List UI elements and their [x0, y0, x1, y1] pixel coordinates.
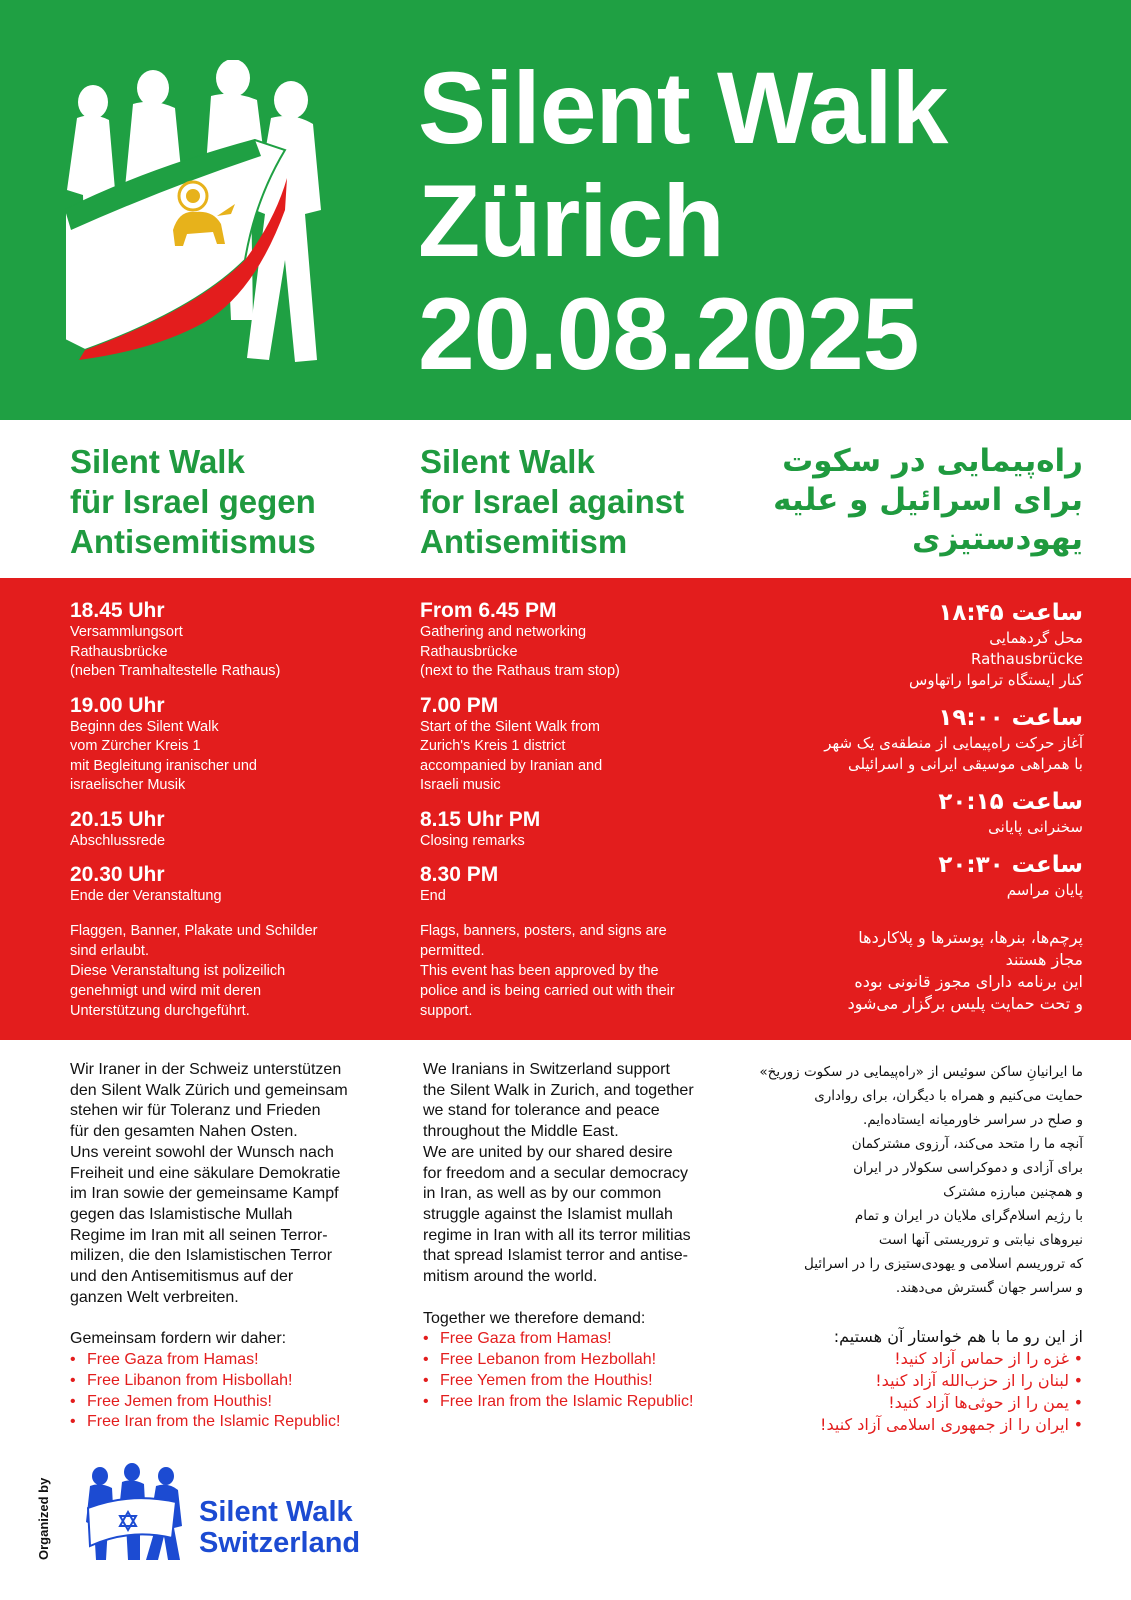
statement-paragraph — [70, 1060, 400, 1308]
demand-item: • Free Libanon from Hisbollah! — [70, 1371, 400, 1392]
schedule-detail: پایان مراسم — [1006, 881, 1083, 899]
schedule-detail: Beginn des Silent Walk — [70, 718, 219, 735]
statement-line: struggle against the Islamist mullah — [423, 1205, 673, 1223]
demand-item: • Free Yemen from the Houthis! — [423, 1371, 743, 1392]
schedule-detail: آغاز حرکت راه‌پیمایی از منطقه‌ی یک شهر — [824, 734, 1083, 752]
statement-line: ganzen Welt verbreiten. — [70, 1288, 239, 1306]
demand-item: • Free Jemen from Houthis! — [70, 1392, 400, 1413]
schedule-detail: سخنرانی پایانی — [988, 818, 1083, 836]
statement-line: We Iranians in Switzerland support — [423, 1061, 670, 1078]
statement-english — [423, 1060, 743, 1412]
header-banner — [0, 0, 1131, 420]
permit-note — [420, 921, 740, 1021]
schedule-detail: israelischer Musik — [70, 777, 186, 793]
title-line-1: Silent Walk — [418, 51, 948, 165]
statement-line: und den Antisemitismus auf der — [70, 1268, 294, 1286]
statement-line: den Silent Walk Zürich und gemeinsam — [70, 1081, 348, 1099]
statement-line: نیروهای نیابتی و تروریستی آنها است — [878, 1232, 1083, 1248]
statement-line: we stand for tolerance and peace — [423, 1102, 660, 1120]
permit-note-line: این برنامه دارای مجوز قانونی بوده — [854, 972, 1083, 991]
schedule-detail: vom Zürcher Kreis 1 — [70, 738, 201, 754]
demands-intro: Gemeinsam fordern wir daher: — [70, 1330, 287, 1348]
demand-item: • غزه را از حماس آزاد کنید! — [738, 1348, 1083, 1370]
statement-line: We are united by our shared desire — [423, 1143, 673, 1161]
permit-note-line: police and is being carried out with their — [420, 982, 675, 999]
demand-item: • ایران را از جمهوری اسلامی آزاد کنید! — [738, 1414, 1083, 1436]
statement-line: that spread Islamist terror and antise- — [423, 1247, 689, 1265]
schedule-german — [70, 598, 390, 1021]
subtitle-line: Silent Walk — [420, 443, 595, 480]
permit-note-line: Diese Veranstaltung ist polizeilich — [70, 962, 286, 979]
permit-note-line: پرچم‌ها، بنرها، پوسترها و پلاکاردها — [858, 928, 1083, 947]
schedule-time: 8.15 Uhr PM — [420, 807, 541, 831]
permit-note-line: Flaggen, Banner, Plakate und Schilder — [70, 922, 318, 939]
statement-line: for freedom and a secular democracy — [423, 1164, 689, 1182]
schedule-item — [420, 693, 740, 796]
schedule-detail: End — [420, 888, 446, 904]
schedule-item — [70, 807, 390, 852]
schedule-detail: accompanied by Iranian and — [420, 757, 603, 774]
walking-people-with-flag-illustration — [55, 60, 325, 380]
schedule-item — [420, 598, 740, 682]
subtitle-german — [70, 442, 316, 562]
schedule-time: 8.30 PM — [420, 863, 499, 886]
statement-line: و صلح در سراسر خاورمیانه ایستاده‌ایم. — [863, 1112, 1083, 1128]
schedule-time: From 6.45 PM — [420, 599, 557, 622]
schedule-time: 19.00 Uhr — [70, 693, 165, 717]
schedule-item — [753, 787, 1083, 838]
organizer-name-line: Switzerland — [199, 1527, 361, 1559]
permit-note — [70, 921, 390, 1021]
subtitle-line: Antisemitism — [420, 523, 628, 560]
schedule-time: ساعت ۲۰:۱۵ — [938, 789, 1083, 815]
schedule-item — [70, 598, 390, 682]
demand-item: • Free Lebanon from Hezbollah! — [423, 1350, 743, 1371]
permit-note-line: Flags, banners, posters, and signs are — [420, 922, 667, 939]
statement-line: im Iran sowie der gemeinsame Kampf — [70, 1185, 339, 1203]
subtitle-line: Silent Walk — [70, 443, 245, 480]
schedule-detail: Closing remarks — [420, 832, 525, 849]
schedule-item — [70, 693, 390, 796]
statement-line: Regime im Iran mit all seinen Terror- — [70, 1226, 328, 1244]
schedule-item — [420, 862, 740, 907]
statement-line: Freiheit und eine säkulare Demokratie — [70, 1164, 341, 1182]
schedule-detail: Gathering and networking — [420, 624, 587, 640]
statement-line: آنچه ما را متحد می‌کند، آرزوی مشترکمان — [851, 1136, 1083, 1152]
schedule-detail: Rathausbrücke — [420, 643, 518, 660]
organizer-name — [199, 1497, 360, 1559]
statement-line: که تروریسم اسلامی و یهودی‌ستیزی را در اسرائیل — [804, 1256, 1083, 1272]
schedule-time: 20.30 Uhr — [70, 863, 165, 886]
subtitle-english — [420, 442, 684, 562]
statement-line: برای آزادی و دموکراسی سکولار در ایران — [853, 1160, 1083, 1176]
schedule-time: ساعت ۱۹:۰۰ — [938, 705, 1083, 731]
statement-line: the Silent Walk in Zurich, and together — [423, 1081, 694, 1099]
subtitle-line: راه‌پیمایی در سکوت — [782, 443, 1083, 479]
schedule-time: ساعت ۲۰:۳۰ — [938, 852, 1083, 878]
schedule-item — [70, 862, 390, 907]
subtitle-line: برای اسرائیل و علیه — [773, 482, 1083, 518]
subtitle-band — [0, 420, 1131, 578]
permit-note-line: genehmigt und wird mit deren — [70, 982, 262, 999]
subtitle-line: für Israel gegen — [70, 483, 316, 520]
demands-intro: از این رو ما با هم خواستار آن هستیم: — [833, 1327, 1083, 1346]
demands-list — [423, 1329, 743, 1412]
schedule-time: 7.00 PM — [420, 693, 499, 717]
statement-line: gegen das Islamistische Mullah — [70, 1205, 293, 1223]
subtitle-persian — [773, 442, 1083, 559]
subtitle-line: یهودستیزی — [912, 521, 1083, 557]
schedule-detail: mit Begleitung iranischer und — [70, 757, 257, 774]
statement-line: mitism around the world. — [423, 1268, 598, 1286]
permit-note — [753, 927, 1083, 1015]
schedule-item — [420, 807, 740, 852]
schedule-time: ساعت ۱۸:۴۵ — [938, 600, 1083, 626]
demands-list — [70, 1350, 400, 1433]
statement-line: Wir Iraner in der Schweiz unterstützen — [70, 1061, 342, 1078]
statement-persian — [738, 1060, 1083, 1436]
permit-note-line: permitted. — [420, 942, 485, 959]
event-title — [418, 52, 947, 391]
statement-line: و سراسر جهان گسترش می‌دهند. — [895, 1280, 1083, 1296]
statement-paragraph — [423, 1060, 743, 1288]
statement-line: ما ایرانیانِ ساکن سوئیس از «راه‌پیمایی در سکوت زوریخ» — [759, 1064, 1083, 1080]
statement-line: با رژیم اسلام‌گرای ملایان در ایران و تمام — [854, 1208, 1083, 1224]
statement-line: و همچنین مبارزه مشترک — [943, 1184, 1083, 1200]
demands-intro: Together we therefore demand: — [423, 1309, 646, 1327]
schedule-detail: Abschlussrede — [70, 832, 166, 849]
statement-line: für den gesamten Nahen Osten. — [70, 1123, 298, 1141]
statement-line: Uns vereint sowohl der Wunsch nach — [70, 1143, 334, 1161]
demand-item: • لبنان را از حزب‌الله آزاد کنید! — [738, 1370, 1083, 1392]
statement-line: throughout the Middle East. — [423, 1123, 619, 1141]
organized-by-label: Organized by — [36, 1477, 51, 1560]
silent-walk-switzerland-logo-icon — [80, 1462, 190, 1562]
statement-german — [70, 1060, 400, 1433]
title-line-2: Zürich — [418, 164, 724, 278]
subtitle-line: for Israel against — [420, 483, 685, 520]
organizer-name-line: Silent Walk — [199, 1496, 353, 1528]
schedule-detail: Ende der Veranstaltung — [70, 888, 222, 904]
schedule-detail: کنار ایستگاه تراموا راتهاوس — [909, 671, 1083, 689]
statement-paragraph — [738, 1060, 1083, 1300]
schedule-item — [753, 598, 1083, 691]
permit-note-line: Unterstützung durchgeführt. — [70, 1002, 250, 1019]
schedule-detail: Versammlungsort — [70, 624, 183, 640]
statement-line: stehen wir für Toleranz und Frieden — [70, 1102, 321, 1120]
schedule-persian — [753, 598, 1083, 1015]
schedule-item — [753, 703, 1083, 775]
schedule-time: 20.15 Uhr — [70, 807, 165, 831]
subtitle-line: Antisemitismus — [70, 523, 316, 560]
permit-note-line: support. — [420, 1002, 473, 1019]
event-date: 20.08.2025 — [418, 277, 919, 391]
schedule-detail: محل گردهمایی — [989, 629, 1083, 647]
schedule-time: 18.45 Uhr — [70, 599, 165, 622]
schedule-detail: Start of the Silent Walk from — [420, 718, 600, 735]
schedule-detail: (neben Tramhaltestelle Rathaus) — [70, 663, 281, 679]
permit-note-line: sind erlaubt. — [70, 942, 149, 959]
permit-note-line: This event has been approved by the — [420, 962, 659, 979]
schedule-item — [753, 850, 1083, 901]
schedule-detail: Zurich's Kreis 1 district — [420, 738, 566, 754]
schedule-english — [420, 598, 740, 1021]
schedule-band — [0, 578, 1131, 1040]
statement-line: milizen, die den Islamistischen Terror — [70, 1247, 333, 1265]
demand-item: • Free Iran from the Islamic Republic! — [70, 1412, 400, 1433]
schedule-detail: (next to the Rathaus tram stop) — [420, 663, 620, 679]
demand-item: • Free Gaza from Hamas! — [423, 1329, 743, 1350]
demand-item: • یمن را از حوثی‌ها آزاد کنید! — [738, 1392, 1083, 1414]
statement-line: in Iran, as well as by our common — [423, 1185, 662, 1203]
schedule-detail: Israeli music — [420, 777, 501, 793]
permit-note-line: و تحت حمایت پلیس برگزار می‌شود — [847, 994, 1083, 1013]
schedule-detail: Rathausbrücke — [70, 643, 168, 660]
statement-line: حمایت می‌کنیم و همراه با دیگران، برای رواداری — [814, 1088, 1083, 1104]
demand-item: • Free Gaza from Hamas! — [70, 1350, 400, 1371]
demands-list — [738, 1348, 1083, 1436]
schedule-detail: با همراهی موسیقی ایرانی و اسرائیلی — [847, 755, 1083, 773]
permit-note-line: مجاز هستند — [1005, 950, 1083, 969]
statement-line: regime in Iran with all its terror militias — [423, 1226, 691, 1244]
demand-item: • Free Iran from the Islamic Republic! — [423, 1392, 743, 1413]
schedule-detail: Rathausbrücke — [970, 650, 1083, 668]
